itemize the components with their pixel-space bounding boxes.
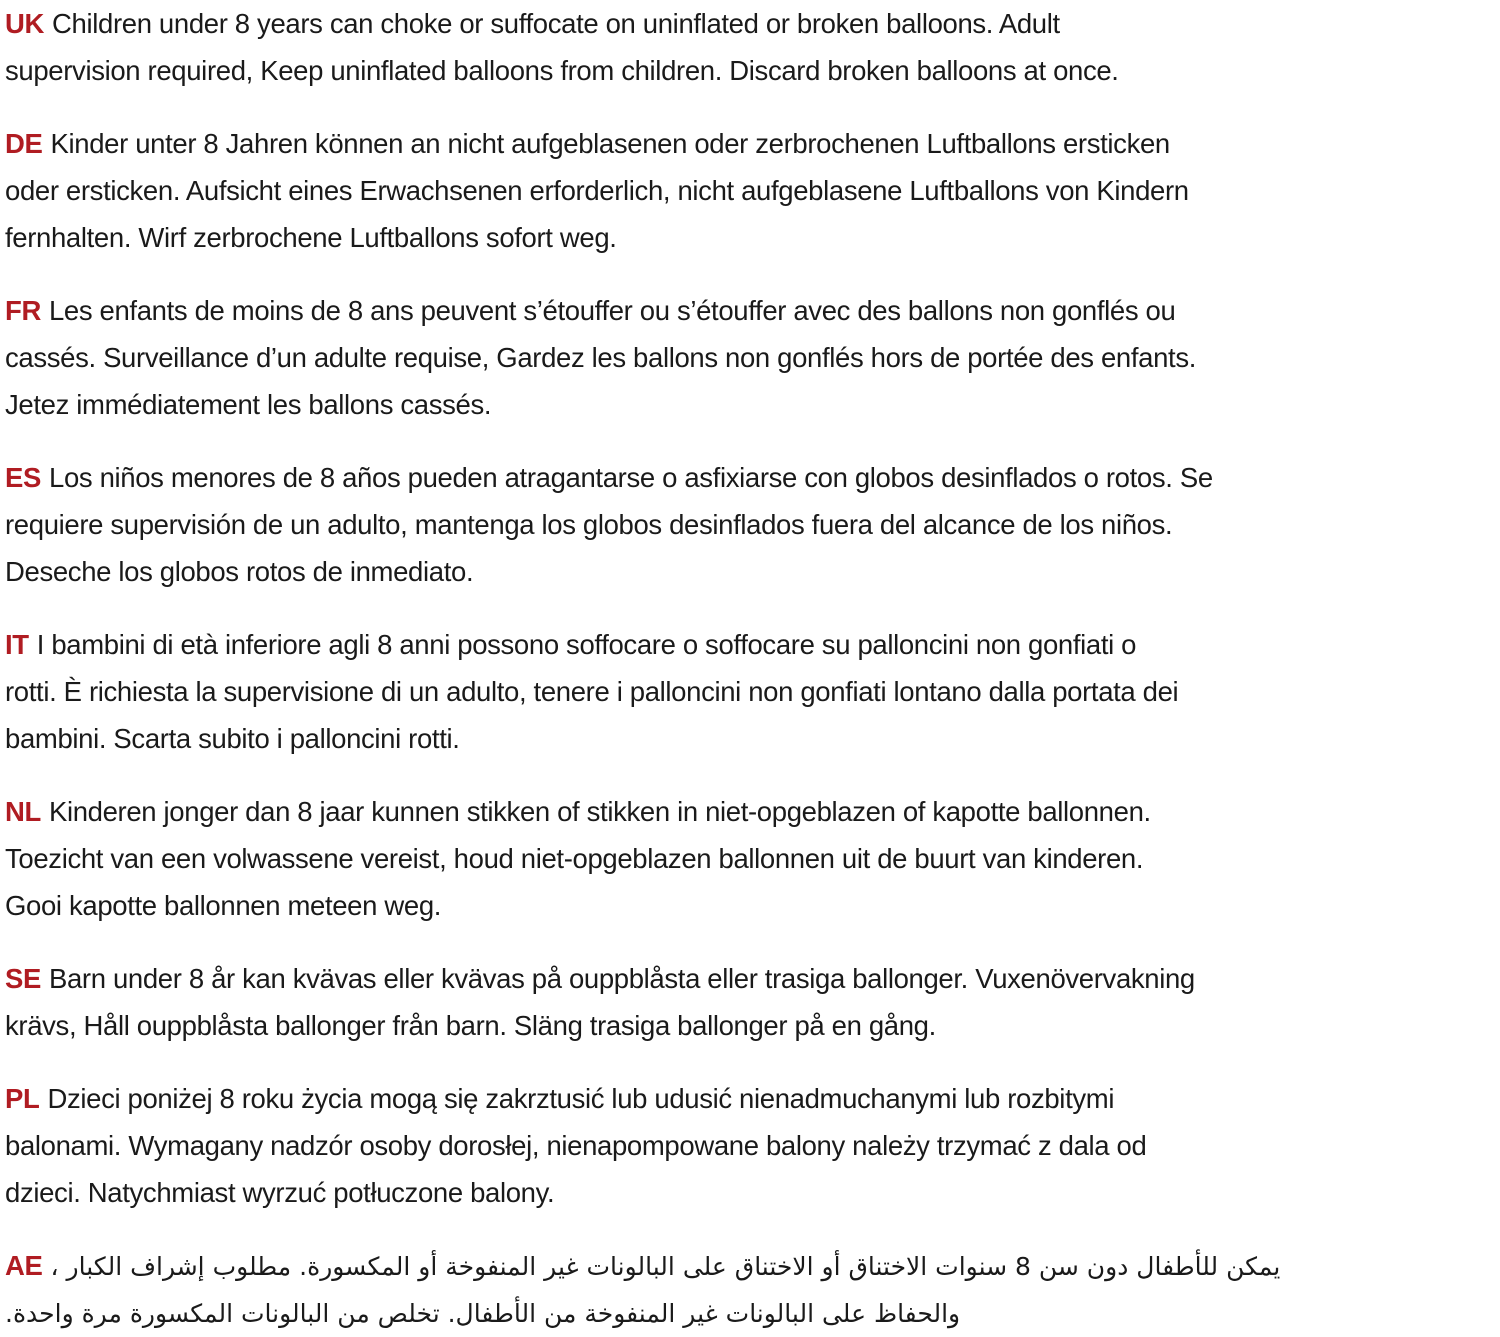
language-code: IT [5,629,29,660]
language-code: PL [5,1083,40,1114]
warning-text: والحفاظ على البالونات غير المنفوخة من الأطفال. تخلص من البالونات المكسورة مرة واحدة. [5,1299,961,1328]
warning-line [5,1122,1500,1169]
warning-line [5,715,1500,762]
warning-line [5,1242,1500,1289]
warning-text: supervision required, Keep uninflated balloons from children. Discard broken balloons at once. [5,55,1119,86]
warning-line [5,955,1500,1002]
language-code: FR [5,295,41,326]
language-code: DE [5,128,43,159]
warning-text: Toezicht van een volwassene vereist, houd niet-opgeblazen ballonnen uit de buurt van kinderen. [5,843,1144,874]
warning-text: يمكن للأطفال دون سن 8 سنوات الاختناق أو الاختناق على البالونات غير المنفوخة أو المكسورة. مطلوب إشراف الكبار ، [50,1252,1281,1281]
warning-text: oder ersticken. Aufsicht eines Erwachsenen erforderlich, nicht aufgeblasene Luftballons von Kindern [5,175,1189,206]
warning-text: Children under 8 years can choke or suffocate on uninflated or broken balloons. Adult [52,8,1060,39]
language-code: NL [5,796,41,827]
warning-es [5,454,1500,595]
language-code: AE [5,1250,43,1281]
warning-text: krävs, Håll ouppblåsta ballonger från barn. Släng trasiga ballonger på en gång. [5,1010,936,1041]
warning-text: Kinderen jonger dan 8 jaar kunnen stikken of stikken in niet-opgeblazen of kapotte ballonnen. [48,796,1151,827]
warning-text: Dzieci poniżej 8 roku życia mogą się zakrztusić lub udusić nienadmuchanymi lub rozbitymi [47,1083,1115,1114]
warning-fr [5,287,1500,428]
warning-ae [5,1242,1500,1336]
warning-line [5,334,1500,381]
warning-text: Los niños menores de 8 años pueden atragantarse o asfixiarse con globos desinflados o rotos. Se [49,462,1213,493]
warning-uk [5,0,1500,94]
warning-it [5,621,1500,762]
warning-se [5,955,1500,1049]
warning-line [5,120,1500,167]
warning-line [5,214,1500,261]
warning-line [5,1169,1500,1216]
warning-line [5,788,1500,835]
warning-text: fernhalten. Wirf zerbrochene Luftballons sofort weg. [5,222,617,253]
warning-text: Gooi kapotte ballonnen meteen weg. [5,890,442,921]
language-code: UK [5,8,45,39]
warning-line [5,47,1500,94]
warning-line [5,621,1500,668]
warning-text: Barn under 8 år kan kvävas eller kvävas på ouppblåsta eller trasiga ballonger. Vuxenövervakning [49,963,1195,994]
warning-line [5,454,1500,501]
warning-text: I bambini di età inferiore agli 8 anni possono soffocare o soffocare su palloncini non gonfiati o [36,629,1137,660]
warning-pl [5,1075,1500,1216]
warning-line [5,1002,1500,1049]
warning-line [5,882,1500,929]
warning-line [5,668,1500,715]
warning-line [5,381,1500,428]
warning-line [5,548,1500,595]
warning-text: balonami. Wymagany nadzór osoby dorosłej, nienapompowane balony należy trzymać z dala od [5,1130,1147,1161]
warning-line [5,1075,1500,1122]
warning-line [5,167,1500,214]
warning-text: Deseche los globos rotos de inmediato. [5,556,474,587]
warning-text: Jetez immédiatement les ballons cassés. [5,389,492,420]
language-code: ES [5,462,41,493]
warning-de [5,120,1500,261]
warning-text: cassés. Surveillance d’un adulte requise, Gardez les ballons non gonflés hors de portée des enfants. [5,342,1197,373]
warning-text: requiere supervisión de un adulto, mantenga los globos desinflados fuera del alcance de los niños. [5,509,1173,540]
warning-text: Les enfants de moins de 8 ans peuvent s’étouffer ou s’étouffer avec des ballons non gonflés ou [48,295,1176,326]
warning-text: bambini. Scarta subito i palloncini rotti. [5,723,460,754]
warning-line [5,501,1500,548]
warning-text: dzieci. Natychmiast wyrzuć potłuczone balony. [5,1177,555,1208]
warning-nl [5,788,1500,929]
warning-line [5,0,1500,47]
warning-text: Kinder unter 8 Jahren können an nicht aufgeblasenen oder zerbrochenen Luftballons ersticken [50,128,1170,159]
warning-line [5,287,1500,334]
warning-line [5,1289,1500,1336]
warning-text: rotti. È richiesta la supervisione di un adulto, tenere i palloncini non gonfiati lontano dalla portata dei [5,676,1179,707]
warning-line [5,835,1500,882]
language-code: SE [5,963,41,994]
